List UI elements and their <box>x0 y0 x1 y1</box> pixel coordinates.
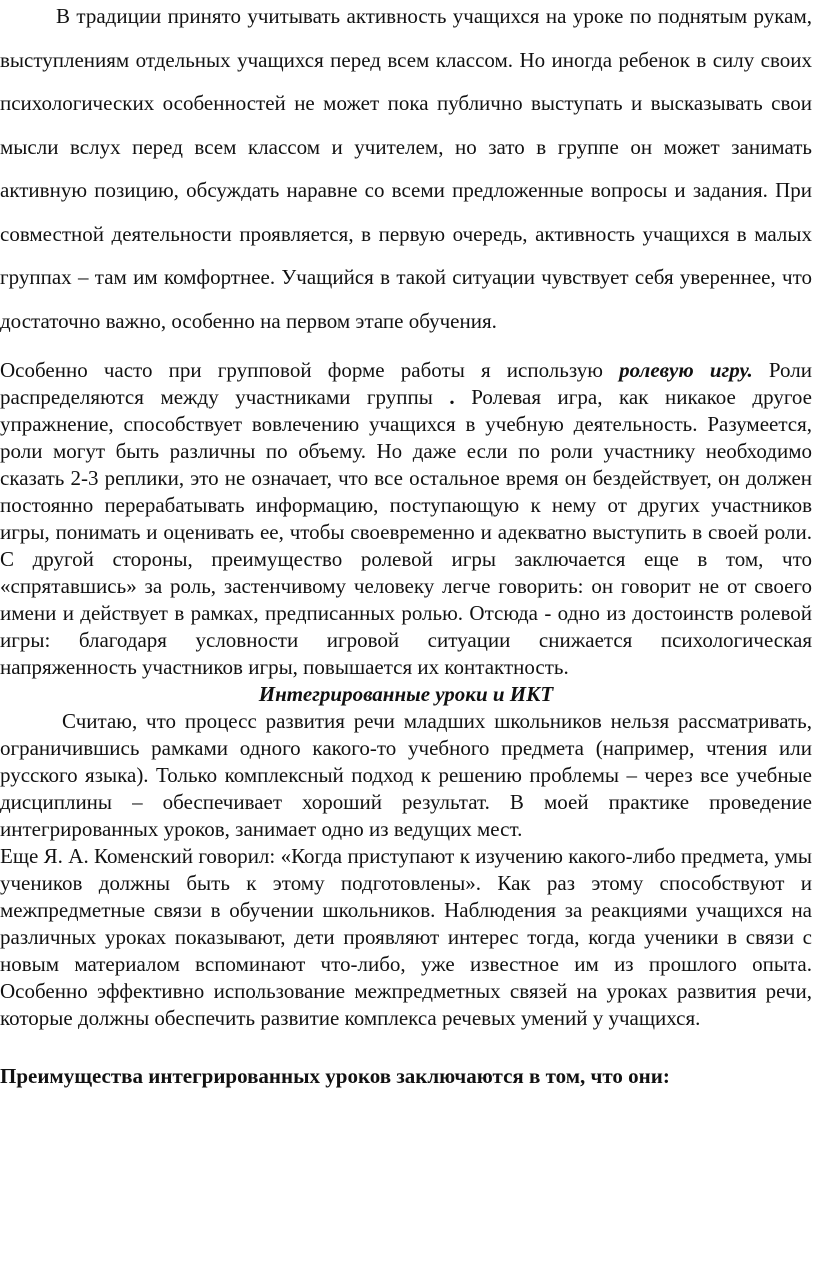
role-play-bold-dot: . <box>449 385 455 409</box>
section-heading-integrated-lessons: Интегрированные уроки и ИКТ <box>258 682 554 706</box>
role-play-text-end: Ролевая игра, как никакое другое упражнение, способствует вовлечению учащихся в учебную деятельность. Разумеется, роли могут быть различны по объему. Но даже если по роли участнику необходимо сказать 2-3 реплики, это не означает, что все остальное время он бездействует, он должен постоянно перерабатывать информацию, поступающую к нему от других участников игры, понимать и оценивать ее, чтобы своевременно и адекватно выступить в своей роли. С другой стороны, преимущество ролевой игры заключается еще в том, что «спрятавшись» за роль, застенчивому человеку легче говорить: он говорит не от своего имени и действует в рамках, предписанных ролью. Отсюда - одно из достоинств ролевой игры: благодаря условности игровой ситуации снижается психологическая напряженность участников игры, повышается их контактность. <box>0 385 812 679</box>
paragraph-role-play <box>0 357 812 681</box>
paragraph-komensky-quote: Еще Я. А. Коменский говорил: «Когда приступают к изучению какого-либо предмета, умы учеников должны быть к этому подготовлены». Как раз этому способствуют и межпредметные связи в обучении школьников. Наблюдения за реакциями учащихся на различных уроках показывают, дети проявляют интерес тогда, когда ученики в связи с новым материалом вспоминают что-либо, уже известное им из прошлого опыта. Особенно эффективно использование межпредметных связей на уроках развития речи, которые должны обеспечить развитие комплекса речевых умений у учащихся. <box>0 844 812 1030</box>
role-play-text-middle: Роли распределяются между участниками группы <box>0 358 812 409</box>
paragraph-activity-tradition: В традиции принято учитывать активность учащихся на уроке по поднятым рукам, выступлениям отдельных учащихся перед всем классом. Но иногда ребенок в силу своих психологических особенностей не может пока публично выступать и высказывать свои мысли вслух перед всем классом и учителем, но зато в группе он может занимать активную позицию, обсуждать наравне со всеми предложенные вопросы и задания. При совместной деятельности проявляется, в первую очередь, активность учащихся в малых группах – там им комфортнее. Учащийся в такой ситуации чувствует себя увереннее, что достаточно важно, особенно на первом этапе обучения. <box>0 4 812 333</box>
role-play-emphasis: ролевую игру. <box>619 358 753 382</box>
advantages-heading: Преимущества интегрированных уроков заключаются в том, что они: <box>0 1064 670 1088</box>
paragraph-speech-development: Считаю, что процесс развития речи младших школьников нельзя рассматривать, ограничившись рамками одного какого-то учебного предмета (например, чтения или русского языка). Только комплексный подход к решению проблемы – через все учебные дисциплины – обеспечивает хороший результат. В моей практике проведение интегрированных уроков, занимает одно из ведущих мест. <box>0 709 812 841</box>
role-play-text-start: Особенно часто при групповой форме работы я использую <box>0 358 620 382</box>
